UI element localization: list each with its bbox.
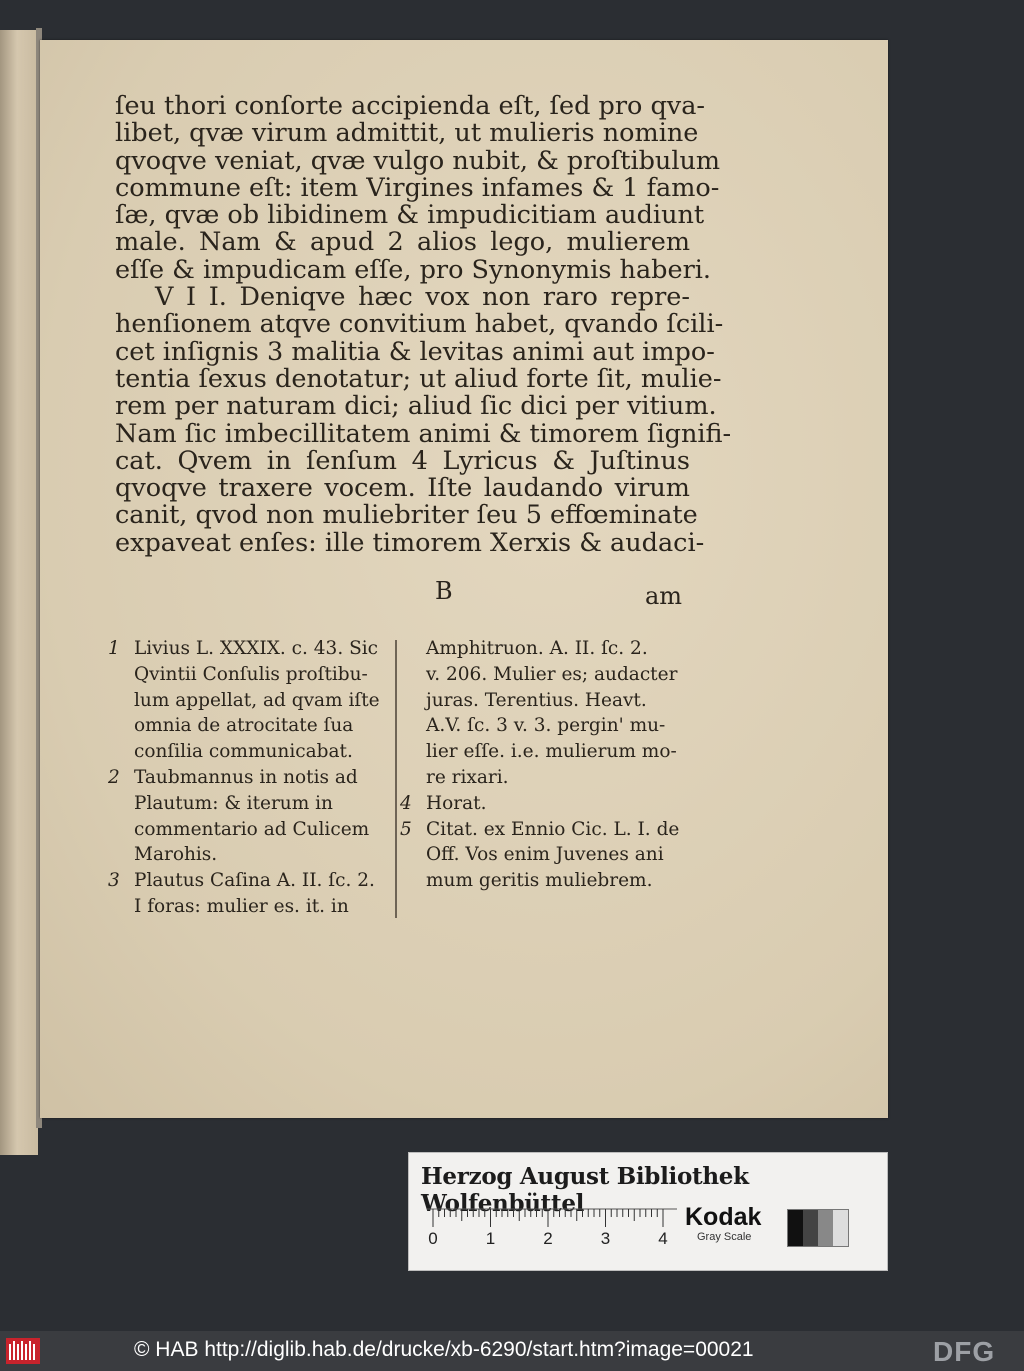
ruler-number: 1 [485, 1229, 496, 1245]
text-line: ſeu thori conſorte accipienda eſt, ſed pro qva- [115, 91, 706, 121]
text-line: cet inſignis 3 malitia & levitas animi aut impo- [115, 336, 715, 367]
ruler-number: 2 [543, 1229, 553, 1245]
text-line: cat. Qvem in ſenſum 4 Lyricus & Juſtinus [115, 445, 690, 476]
footnote-line: re rixari. [426, 766, 509, 788]
footnote [400, 817, 690, 894]
footnote-line: juras. Terentius. Heavt. [426, 689, 647, 711]
gray-scale-patches [787, 1209, 849, 1247]
footnote-number: 5 [400, 818, 412, 840]
footnote-line: Marohis. [134, 844, 218, 866]
footnote-number: 2 [108, 766, 120, 788]
footnote-column-divider [395, 640, 397, 918]
ruler-number: 0 [428, 1229, 438, 1245]
text-line: Nam ſic imbecillitatem animi & timorem ſignifi- [115, 418, 732, 449]
footnote-line: Livius L. XXXIX. c. 43. Sic [134, 638, 379, 659]
text-line: canit, qvod non muliebriter ſeu 5 effœminate [115, 500, 698, 531]
footnote-number: 1 [108, 638, 120, 659]
previous-page-edge [0, 30, 38, 1155]
copyright-link[interactable]: © HAB http://diglib.hab.de/drucke/xb-6290/start.htm?image=00021 [134, 1338, 754, 1361]
main-text-block [115, 91, 732, 558]
footnote-line: v. 206. Mulier es; audacter [426, 663, 678, 685]
library-label-card [408, 1152, 888, 1271]
footnote-number: 4 [400, 792, 412, 814]
footnote [108, 765, 393, 868]
text-line: ſæ, qvæ ob libidinem & impudicitiam audiunt [115, 200, 705, 231]
ruler-number: 4 [658, 1229, 668, 1245]
dfg-logo: DFG [933, 1336, 996, 1367]
text-line: libet, qvæ virum admittit, ut mulieris nomine [115, 118, 699, 149]
footnote-line: Plautum: & iterum in [134, 792, 333, 814]
catchword: am [645, 582, 683, 610]
text-line: rem per naturam dici; aliud ſic dici per vitium. [115, 391, 717, 422]
footnote-line: commentario ad Culicem [134, 818, 370, 840]
footnotes-right-column [400, 636, 690, 894]
footnote-line: Horat. [426, 792, 487, 814]
scale-ruler [427, 1205, 677, 1245]
footnote-line: Plautus Caſina A. II. ſc. 2. [134, 870, 375, 892]
hab-logo-icon [6, 1338, 40, 1364]
footnote-line: I foras: mulier es. it. in [134, 895, 349, 917]
text-line: henſionem atqve convitium habet, qvando ſcili- [115, 309, 724, 340]
footnote-line: Taubmannus in notis ad [134, 766, 358, 788]
ruler-number: 3 [600, 1229, 611, 1245]
footnote-line: conſilia communicabat. [134, 741, 353, 763]
footnote-line: Off. Vos enim Juvenes ani [426, 844, 664, 866]
library-name: Herzog August Bibliothek Wolfenbüttel [421, 1163, 749, 1217]
footnote-number: 3 [108, 870, 120, 892]
text-line: V I I. Deniqve hæc vox non raro repre- [155, 282, 690, 313]
gray-scale-caption: Gray Scale [697, 1231, 752, 1243]
footer-bar [0, 1331, 1024, 1371]
text-line: qvoqve veniat, qvæ vulgo nubit, & proſtibulum [115, 145, 721, 176]
footnote-line: lum appellat, ad qvam iſte [134, 689, 380, 711]
footnote-line: Qvintii Conſulis proſtibu- [134, 663, 368, 685]
footnote [108, 868, 393, 920]
text-line: qvoqve traxere vocem. Iſte laudando virum [115, 473, 690, 504]
footnote-line: omnia de atrocitate ſua [134, 715, 354, 737]
footnote-line: Amphitruon. A. II. ſc. 2. [426, 638, 648, 659]
footnote [108, 636, 393, 765]
text-line: tentia ſexus denotatur; ut aliud forte ſit, mulie- [115, 363, 722, 394]
footnote-line: lier eſſe. i.e. mulierum mo- [426, 741, 677, 763]
footnote-line: Citat. ex Ennio Cic. L. I. de [426, 818, 680, 840]
text-line: expaveat enſes: ille timorem Xerxis & audaci- [115, 527, 705, 558]
text-line: commune eſt: item Virgines infames & 1 famo- [115, 172, 720, 203]
footnote-line: mum geritis muliebrem. [426, 870, 653, 892]
footnote-line: A.V. ſc. 3 v. 3. pergin' mu- [426, 715, 666, 737]
kodak-logo: Kodak [685, 1203, 762, 1231]
footnote [400, 791, 690, 817]
text-line: eſſe & impudicam eſſe, pro Synonymis haberi. [115, 254, 712, 285]
signature-mark: B [435, 577, 453, 605]
footnote-continuation [400, 636, 690, 791]
text-line: male. Nam & apud 2 alios lego, mulierem [115, 227, 690, 258]
footnotes-left-column [108, 636, 393, 920]
